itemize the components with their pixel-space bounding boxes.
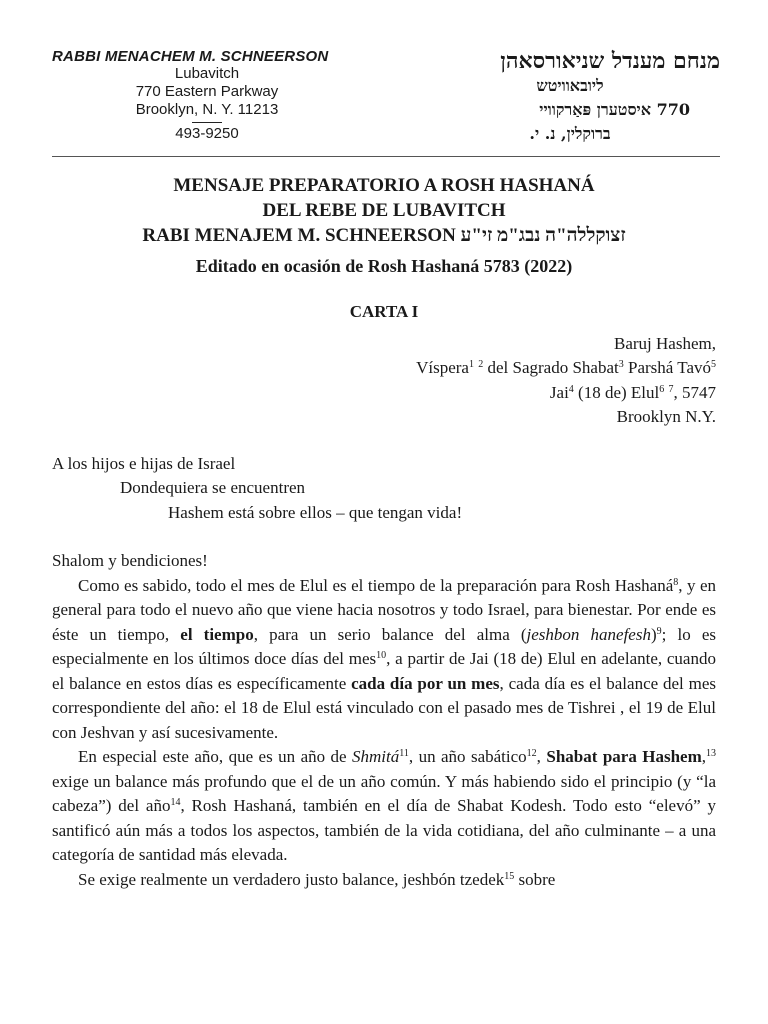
letterhead [52, 48, 720, 156]
letterhead-rule [192, 122, 222, 123]
dateline-text: (18 de) Elul [573, 383, 660, 402]
text-run: , para un serio balance del alma ( [253, 624, 527, 644]
text-run: exige un balance más profundo que el de un año común. Y más habiendo sido el principio (y “la cabeza”) del año [52, 771, 716, 815]
text-run: sobre [514, 869, 556, 889]
letterhead-hebrew-street: 770 איסטערן פּאַרקוויי [539, 100, 690, 119]
footnote-ref: 3 [618, 359, 624, 370]
footnote-ref: 13 [706, 748, 716, 759]
footnote-ref: 6 [659, 384, 665, 395]
footnote-ref: 11 [399, 748, 409, 759]
dateline-text: Parshá Tavó [623, 358, 711, 377]
text-run: , Rosh Hashaná, también en el día de Shabat Kodesh. Todo esto “elevó” y santificó aún más a todos los aspectos, también de la vida cotidiana, del año culminante – a una categoría de santidad más elevada. [52, 796, 716, 864]
letterhead-name: RABBI MENACHEM M. SCHNEERSON [52, 48, 329, 65]
letterhead-city: Brooklyn, N. Y. 11213 [135, 101, 279, 118]
dateline-text: del Sagrado Shabat [483, 358, 619, 377]
text-run: , y en general para todo el nuevo año que viene hacia nosotros y todo Israel, para bienestar. Por ende es éste un tiempo, [52, 575, 717, 644]
emphasis: el tiempo [180, 624, 254, 644]
text-run: , [701, 747, 706, 766]
footnote-ref: 10 [376, 650, 387, 661]
text-run: , a partir de Jai (18 de) Elul en adelante, cuando el balance en estos días es específicamente [52, 649, 716, 693]
footnote-ref: 9 [656, 625, 662, 637]
dateline-text: , 5747 [673, 383, 716, 402]
dateline-place: Brooklyn N.Y. [616, 407, 716, 426]
hebrew-term: jeshbon hanefesh [526, 624, 651, 644]
hebrew-term: Shmitá [352, 747, 400, 766]
paragraph-1 [52, 574, 716, 746]
text-run: ; lo es especialmente en los últimos doce días del mes [52, 624, 717, 668]
emphasis: cada día por un mes [351, 673, 500, 693]
letterhead-phone: 493-9250 [175, 125, 239, 142]
footnote-ref: 14 [170, 797, 181, 808]
footnote-ref: 15 [504, 870, 515, 882]
letter-body [52, 527, 716, 892]
letterhead-hebrew-city: ברוקלין, נ. י. [529, 124, 611, 143]
emphasis: Shabat para Hashem [546, 747, 702, 766]
paragraph-2 [52, 745, 716, 868]
letterhead-hebrew-org: ליובאוויטש [536, 76, 604, 95]
letterhead-divider [52, 156, 720, 157]
greeting: Shalom y bendiciones! [52, 551, 208, 570]
letterhead-english [52, 48, 362, 143]
text-run: Como es sabido, todo el mes de Elul es el tiempo de la preparación para Rosh Hashaná [78, 575, 674, 595]
letter-number: CARTA I [349, 302, 419, 321]
letterhead-hebrew [420, 48, 720, 146]
dateline-vispera [416, 358, 716, 378]
footnote-ref: 1 [468, 359, 474, 370]
dateline-text: Víspera [416, 358, 469, 377]
footnote-ref: 12 [526, 748, 537, 759]
edition-note: Editado en ocasión de Rosh Hashaná 5783 (2022) [195, 256, 573, 276]
text-run: , cada día es el balance del mes correspondiente del año: el 18 de Elul está vinculado con el pasado mes de Tishrei , el 19 de Elul con Jeshvan y así sucesivamente. [52, 673, 716, 742]
paragraph-3 [52, 868, 716, 893]
salutation-line-3: Hashem está sobre ellos – que tengan vida! [168, 503, 463, 522]
title-line-3: RABI MENAJEM M. SCHNEERSON זצוקללה"ה נבג"מ זי"ע [142, 225, 626, 246]
title-line-1: MENSAJE PREPARATORIO A ROSH HASHANÁ [173, 175, 595, 196]
salutation-line-1: A los hijos e hijas de Israel [52, 454, 236, 473]
footnote-ref: 2 [478, 359, 484, 370]
letterhead-street: 770 Eastern Parkway [135, 83, 279, 100]
footnote-ref: 5 [711, 359, 716, 370]
dateline-date [550, 383, 716, 403]
dateline-baruj: Baruj Hashem, [614, 334, 716, 353]
text-run: , [536, 747, 547, 766]
letterhead-hebrew-name: מנחם מענדל שניאורסאהן [500, 48, 720, 74]
text-run: ) [650, 624, 657, 644]
salutation-line-2: Dondequiera se encuentren [120, 478, 306, 497]
dateline-text: Jai [549, 383, 569, 402]
footnote-ref: 4 [568, 384, 574, 395]
letterhead-org: Lubavitch [174, 65, 240, 82]
footnote-ref: 7 [668, 384, 674, 395]
title-line-2: DEL REBE DE LUBAVITCH [262, 200, 506, 221]
text-run: En especial este año, que es un año de [78, 747, 353, 766]
text-run: Se exige realmente un verdadero justo balance, jeshbón tzedek [78, 869, 505, 889]
text-run: , un año sabático [408, 747, 527, 766]
footnote-ref: 8 [673, 576, 679, 588]
